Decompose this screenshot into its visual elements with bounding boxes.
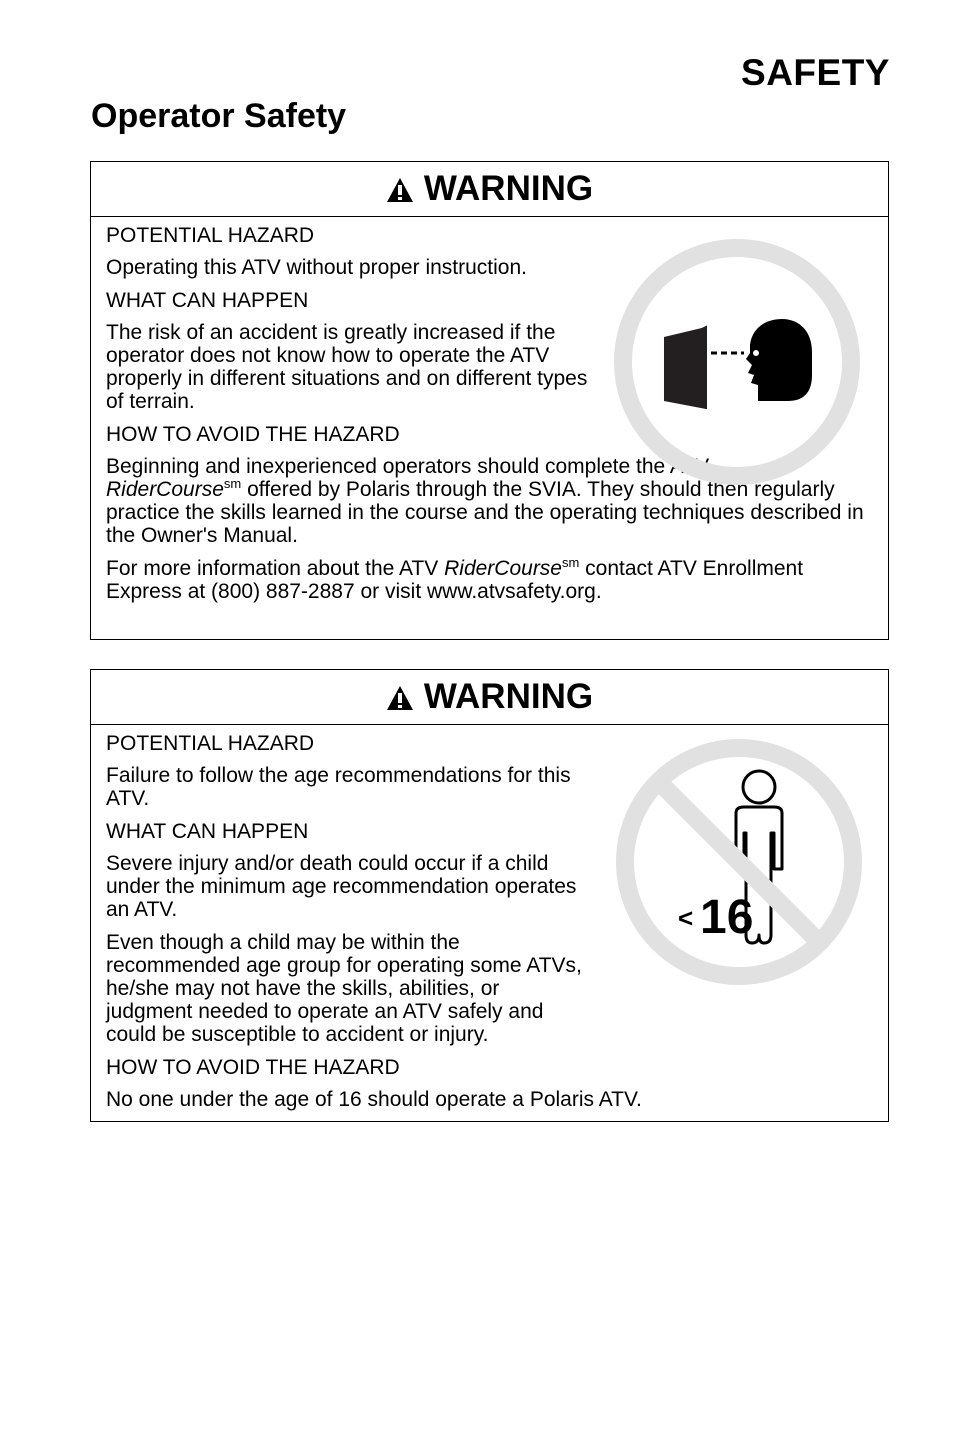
more-info-text: For more information about the ATV RiderCourse$^{sm}$ contact ATV Enrollment Express at (800) 887-2887 or visit www.atvsafety.org. <box>106 555 804 603</box>
warning-triangle-icon <box>386 685 414 711</box>
what-can-happen-label: WHAT CAN HAPPEN <box>106 820 309 843</box>
how-to-avoid-text: No one under the age of 16 should operate a Polaris ATV. <box>106 1088 642 1111</box>
additional-text: Even though a child may be within the recommended age group for operating some ATVs, he/she may not have the skills, abilities, or judgment needed to operate an ATV safely and could be susceptible to accident or injury. <box>106 931 582 1046</box>
warning-header <box>91 162 888 217</box>
warning-body <box>91 725 888 1111</box>
warning-box-instruction <box>90 161 889 640</box>
ridercourse-name: RiderCourse <box>444 557 562 580</box>
warning-label: WARNING <box>423 169 594 208</box>
warning-header <box>91 670 888 725</box>
warning-label: WARNING <box>423 677 594 716</box>
read-manual-pictogram-icon <box>612 237 862 487</box>
potential-hazard-text: Failure to follow the age recommendations for this ATV. <box>106 764 571 810</box>
svg-text:<: < <box>678 903 694 933</box>
warning-body <box>91 217 888 603</box>
page-title: Operator Safety <box>91 97 347 135</box>
what-can-happen-text: Severe injury and/or death could occur if a child under the minimum age recommendation operates an ATV. <box>106 852 577 921</box>
potential-hazard-label: POTENTIAL HAZARD <box>106 224 315 247</box>
how-to-avoid-label: HOW TO AVOID THE HAZARD <box>106 423 400 446</box>
warning-box-age <box>90 669 889 1122</box>
how-to-avoid-text: Beginning and inexperienced operators should complete the ATV RiderCourse$^{sm}$ offered by Polaris through the SVIA. They should then regularly practice the skills learned in the course and the operating techniques described in the Owner's Manual. <box>106 455 864 547</box>
section-header: SAFETY <box>741 52 890 93</box>
age-restriction-pictogram-icon <box>614 737 864 987</box>
potential-hazard-label: POTENTIAL HAZARD <box>106 732 315 755</box>
how-to-avoid-label: HOW TO AVOID THE HAZARD <box>106 1056 400 1079</box>
potential-hazard-text: Operating this ATV without proper instruction. <box>106 256 527 279</box>
ridercourse-name: RiderCourse <box>106 478 224 501</box>
warning-triangle-icon <box>386 177 414 203</box>
svg-text:16: 16 <box>700 891 754 944</box>
what-can-happen-label: WHAT CAN HAPPEN <box>106 289 309 312</box>
what-can-happen-text: The risk of an accident is greatly increased if the operator does not know how to operate the ATV properly in different situations and on different types of terrain. <box>106 321 588 413</box>
